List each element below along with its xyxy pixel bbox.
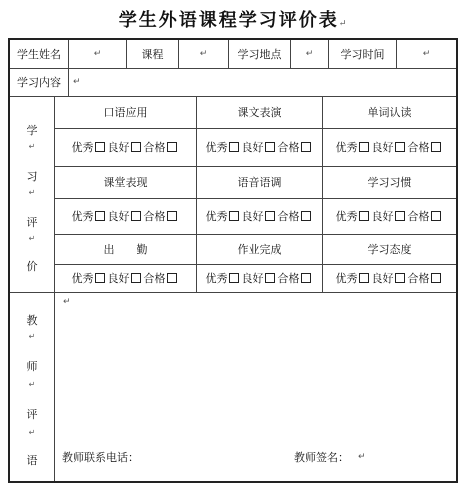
return-mark: ↵ [338,19,347,29]
grade-options [55,198,196,234]
form-title-text: 学生外语课程学习评价表 [118,10,339,31]
grade-options [323,264,456,292]
course-field[interactable] [179,40,228,68]
criterion-label: 学习态度 [367,243,412,256]
return-mark: ↵ [422,49,431,59]
grade-good-checkbox[interactable] [131,142,141,152]
criterion-label: 课堂表现 [103,176,148,189]
grade-excellent-checkbox[interactable] [359,142,369,152]
return-mark: ↵ [358,452,366,462]
grade-excellent-checkbox[interactable] [95,273,105,283]
grade-good-label: 良好 [107,141,130,154]
criterion-label: 语音语调 [237,176,282,189]
grade-good-checkbox[interactable] [395,273,405,283]
grade-pass-label: 合格 [407,141,430,154]
teacher-side-char: 语 [26,454,38,467]
grade-excellent-checkbox[interactable] [359,273,369,283]
grade-good-checkbox[interactable] [131,211,141,221]
return-mark: ↵ [73,77,81,87]
grade-good-label: 良好 [241,210,264,223]
grade-options [197,198,322,234]
return-mark: ↵ [28,142,36,151]
grade-good-checkbox[interactable] [265,142,275,152]
teacher-side-char: 师 [26,360,38,373]
grade-pass-label: 合格 [407,272,430,285]
grade-good-checkbox[interactable] [395,211,405,221]
grade-pass-checkbox[interactable] [167,142,177,152]
grade-excellent-label: 优秀 [71,272,94,285]
time-label: 学习时间 [340,48,385,61]
content-field[interactable] [69,68,456,96]
content-label: 学习内容 [17,76,61,89]
evaluation-side-char: 价 [26,260,38,273]
grade-good-checkbox[interactable] [265,211,275,221]
criterion-label: 课文表演 [237,106,282,119]
grade-pass-checkbox[interactable] [167,273,177,283]
criterion-label: 作业完成 [237,243,282,256]
return-mark: ↵ [305,49,314,59]
teacher-side-char: 评 [26,408,38,421]
evaluation-side-char: 学 [26,124,38,137]
grade-pass-label: 合格 [143,210,166,223]
grade-good-label: 良好 [107,272,130,285]
grade-pass-checkbox[interactable] [301,142,311,152]
grade-excellent-checkbox[interactable] [95,142,105,152]
time-field[interactable] [397,40,456,68]
grade-excellent-label: 优秀 [205,210,228,223]
grade-pass-checkbox[interactable] [431,142,441,152]
criterion-label: 单词认读 [367,106,412,119]
grade-pass-label: 合格 [143,272,166,285]
grade-good-checkbox[interactable] [395,142,405,152]
grade-options [55,128,196,166]
grade-pass-checkbox[interactable] [301,273,311,283]
grade-pass-checkbox[interactable] [167,211,177,221]
return-mark: ↵ [28,428,36,437]
student-name-field[interactable] [69,40,126,68]
return-mark: ↵ [199,49,208,59]
grade-good-label: 良好 [241,141,264,154]
evaluation-table [8,38,458,483]
grade-excellent-label: 优秀 [205,272,228,285]
grade-good-label: 良好 [241,272,264,285]
grade-excellent-checkbox[interactable] [95,211,105,221]
form-title [0,6,465,32]
grade-options [323,198,456,234]
grade-excellent-checkbox[interactable] [229,211,239,221]
grade-pass-checkbox[interactable] [301,211,311,221]
teacher-signature-label: 教师签名： [294,451,349,464]
criterion-label: 出 勤 [103,243,148,256]
return-mark: ↵ [28,380,36,389]
location-label: 学习地点 [237,48,282,61]
grade-options [323,128,456,166]
criterion-label: 口语应用 [103,106,148,119]
location-field[interactable] [291,40,328,68]
grade-excellent-checkbox[interactable] [229,142,239,152]
evaluation-side-char: 评 [26,216,38,229]
return-mark: ↵ [28,332,36,341]
grade-good-checkbox[interactable] [131,273,141,283]
return-mark: ↵ [93,49,102,59]
grade-good-label: 良好 [371,210,394,223]
grade-good-label: 良好 [371,272,394,285]
grade-pass-checkbox[interactable] [431,211,441,221]
grade-options [197,264,322,292]
grade-excellent-checkbox[interactable] [359,211,369,221]
grade-excellent-label: 优秀 [335,272,358,285]
grade-good-checkbox[interactable] [265,273,275,283]
grade-excellent-label: 优秀 [71,210,94,223]
evaluation-side-char: 习 [26,170,38,183]
grade-pass-checkbox[interactable] [431,273,441,283]
teacher-phone-label: 教师联系电话： [62,451,139,464]
grade-excellent-checkbox[interactable] [229,273,239,283]
grade-pass-label: 合格 [407,210,430,223]
grade-good-label: 良好 [107,210,130,223]
teacher-side-char: 教 [26,314,38,327]
grade-good-label: 良好 [371,141,394,154]
grade-excellent-label: 优秀 [335,141,358,154]
grade-excellent-label: 优秀 [205,141,228,154]
return-mark: ↵ [63,297,71,307]
grade-pass-label: 合格 [277,272,300,285]
criterion-label: 学习习惯 [367,176,412,189]
return-mark: ↵ [28,234,36,243]
course-label: 课程 [141,48,164,61]
student-name-label: 学生姓名 [17,48,61,61]
grade-excellent-label: 优秀 [335,210,358,223]
grade-pass-label: 合格 [277,141,300,154]
grade-options [55,264,196,292]
grade-pass-label: 合格 [143,141,166,154]
return-mark: ↵ [28,188,36,197]
grade-options [197,128,322,166]
teacher-comment-area[interactable] [55,293,456,443]
grade-pass-label: 合格 [277,210,300,223]
grade-excellent-label: 优秀 [71,141,94,154]
